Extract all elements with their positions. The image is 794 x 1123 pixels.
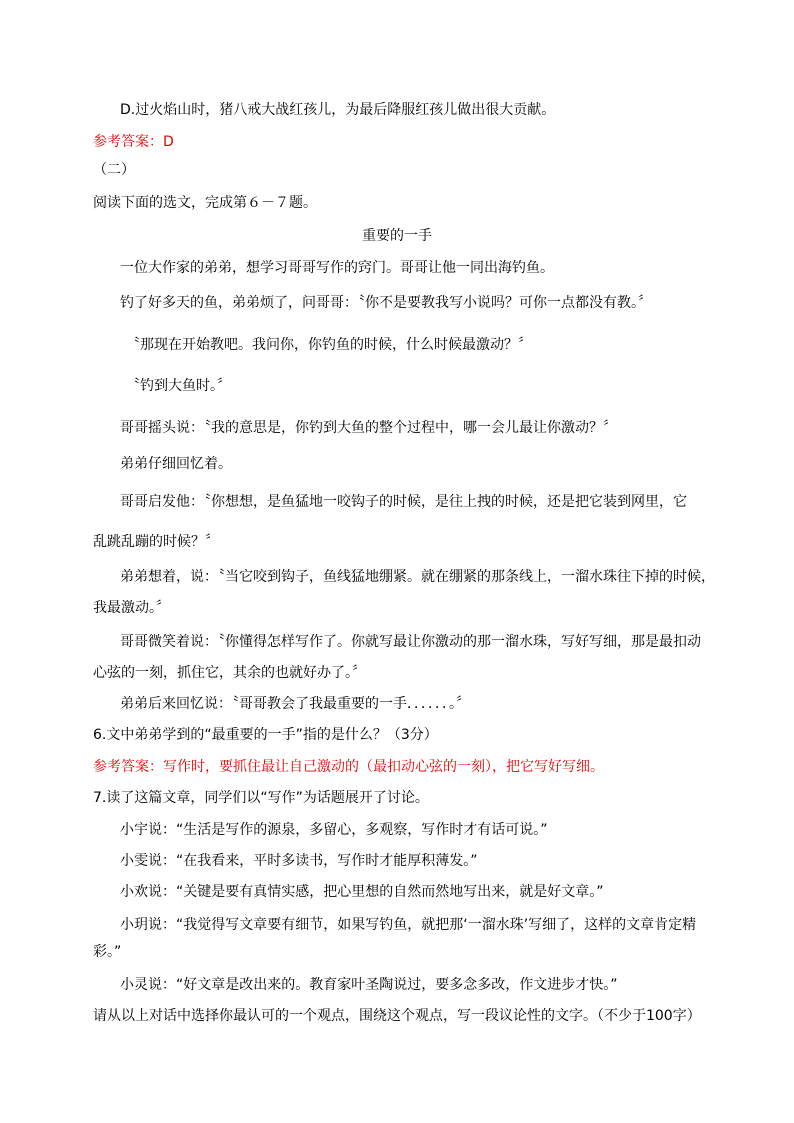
article-paragraph: 心弦的一刻，抓住它，其余的也就好办了。〞 [93,665,366,681]
q7-line: 小玥说：“我觉得写文章要有细节，如果写钓鱼，就把那‘一溜水珠’写细了，这样的文章肯定精 [120,917,697,933]
q7-line: 小宇说：“生活是写作的源泉，多留心，多观察，写作时才有话可说。” [120,822,548,838]
q7-question: 7.读了这篇文章，同学们以“写作”为话题展开了讨论。 [93,790,429,806]
article-paragraph: 弟弟想着，说：〝当它咬到钩子，鱼线猛地绷紧。就在绷紧的那条线上，一溜水珠往下掉的时候， [120,569,715,585]
article-paragraph: 钓了好多天的鱼，弟弟烦了，问哥哥：〝你不是要教我写小说吗？可你一点都没有教。〞 [120,295,652,311]
article-title: 重要的一手 [362,228,432,244]
article-paragraph: 乱跳乱蹦的时候？〞 [93,534,219,550]
article-paragraph: 一位大作家的弟弟，想学习哥哥写作的窍门。哥哥让他一同出海钓鱼。 [120,260,554,276]
section-instruction: 阅读下面的选文，完成第６－７题。 [93,195,317,211]
q7-line: 小雯说：“在我看来，平时多读书，写作时才能厚积薄发。” [120,853,478,869]
q5-option-d: D.过火焰山时，猪八戒大战红孩儿，为最后降服红孩儿做出很大贡献。 [120,102,556,118]
section-label: （二） [93,162,135,178]
article-paragraph: 哥哥微笑着说：〝你懂得怎样写作了。你就写最让你激动的那一溜水珠，写好写细，那是最扣动 [120,634,701,650]
article-paragraph: 哥哥摇头说：〝我的意思是，你钓到大鱼的整个过程中，哪一会儿最让你激动？〞 [120,420,617,436]
article-paragraph: 弟弟仔细回忆着。 [120,456,232,472]
article-paragraph: 〝那现在开始教吧。我问你，你钓鱼的时候，什么时候最激动？〞 [126,337,532,353]
q7-line: 小欢说：“关键是要有真情实感，把心里想的自然而然地写出来，就是好文章。” [120,884,604,900]
q5-answer: 参考答案：D [93,134,174,150]
article-paragraph: 我最激动。〞 [93,600,170,616]
article-paragraph: 〝钓到大鱼时。〞 [126,378,231,394]
q6-answer: 参考答案：写作时，要抓住最让自己激动的（最扣动心弦的一刻），把它写好写细。 [93,759,604,775]
q7-line: 小灵说：“好文章是改出来的。教育家叶圣陶说过，要多念多改，作文进步才快。” [120,977,618,993]
q6-question: 6.文中弟弟学到的“最重要的一手”指的是什么？（3分） [93,727,438,743]
article-paragraph: 弟弟后来回忆说：〝哥哥教会了我最重要的一手．．．．．．。〞 [120,696,470,712]
article-paragraph: 哥哥启发他：〝你想想，是鱼猛地一咬钩子的时候，是往上拽的时候，还是把它装到网里，它 [120,494,687,510]
q7-prompt: 请从以上对话中选择你最认可的一个观点，围绕这个观点，写一段议论性的文字。（不少于100字） [93,1008,701,1024]
q7-line: 彩。” [93,944,122,960]
